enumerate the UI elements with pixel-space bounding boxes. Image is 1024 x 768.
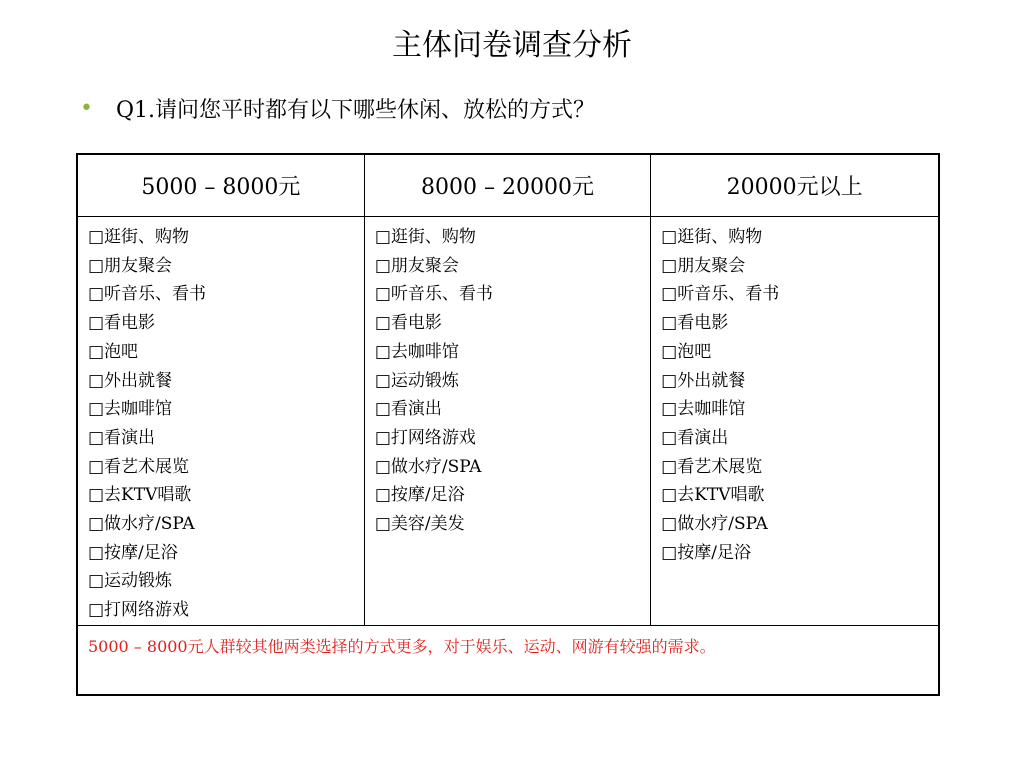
checkbox-option: □去KTV唱歌 (88, 485, 192, 506)
checkbox-option: □听音乐、看书 (374, 284, 493, 305)
checkbox-option: □按摩/足浴 (88, 542, 178, 563)
column-header-income-20000-plus: 20000元以上 (651, 154, 939, 217)
checkbox-option: □做水疗/SPA (661, 514, 768, 535)
table-summary-row (77, 625, 939, 695)
checkbox-option: □看演出 (88, 427, 156, 448)
checkbox-option: □打网络游戏 (88, 600, 190, 621)
checkbox-option: □去咖啡馆 (374, 341, 459, 362)
checkbox-option: □逛街、购物 (374, 227, 476, 247)
checkbox-option: □看电影 (88, 313, 156, 334)
options-column-2 (364, 217, 650, 626)
checkbox-option: □美容/美发 (374, 514, 465, 535)
survey-table (76, 153, 940, 696)
checkbox-option: □打网络游戏 (374, 427, 476, 448)
checkbox-option: □做水疗/SPA (88, 514, 195, 535)
table-options-row (77, 217, 939, 626)
checkbox-option: □朋友聚会 (88, 255, 173, 276)
column-header-income-8000-20000: 8000 – 20000元 (364, 154, 650, 217)
checkbox-option: □听音乐、看书 (88, 284, 207, 305)
checkbox-option: □听音乐、看书 (661, 284, 780, 305)
checkbox-option: □看艺术展览 (661, 456, 763, 477)
checkbox-option: □去KTV唱歌 (661, 485, 765, 506)
checkbox-option: □运动锻炼 (88, 571, 173, 592)
checkbox-option: □按摩/足浴 (374, 485, 465, 506)
table-header-row (77, 154, 939, 217)
checkbox-option: □逛街、购物 (661, 227, 763, 247)
checkbox-option: □去咖啡馆 (88, 399, 173, 420)
checkbox-option: □看演出 (374, 399, 442, 420)
checkbox-option: □朋友聚会 (661, 255, 746, 276)
checkbox-option: □泡吧 (88, 341, 139, 362)
slide-title: 主体问卷调查分析 (392, 28, 632, 63)
checkbox-option: □按摩/足浴 (661, 542, 751, 563)
checkbox-option: □外出就餐 (661, 370, 746, 391)
checkbox-option: □看电影 (661, 313, 729, 334)
checkbox-option: □泡吧 (661, 341, 712, 362)
checkbox-option: □看电影 (374, 313, 442, 334)
checkbox-option: □去咖啡馆 (661, 399, 746, 420)
checkbox-option: □外出就餐 (88, 370, 173, 391)
options-column-1 (77, 217, 364, 626)
checkbox-option: □看艺术展览 (88, 456, 190, 477)
column-header-income-5000-8000: 5000 – 8000元 (77, 154, 364, 217)
checkbox-option: □运动锻炼 (374, 370, 459, 391)
checkbox-option: □朋友聚会 (374, 255, 459, 276)
bullet-dot-icon: • (80, 95, 93, 121)
options-column-3 (651, 217, 939, 626)
summary-text: 5000 – 8000元人群较其他两类选择的方式更多，对于娱乐、运动、网游有较强的需求。 (77, 625, 939, 695)
question-text: Q1.请问您平时都有以下哪些休闲、放松的方式？ (116, 97, 596, 123)
checkbox-option: □逛街、购物 (88, 227, 190, 247)
checkbox-option: □看演出 (661, 427, 729, 448)
checkbox-option: □做水疗/SPA (374, 456, 482, 477)
question-bullet (80, 90, 595, 126)
